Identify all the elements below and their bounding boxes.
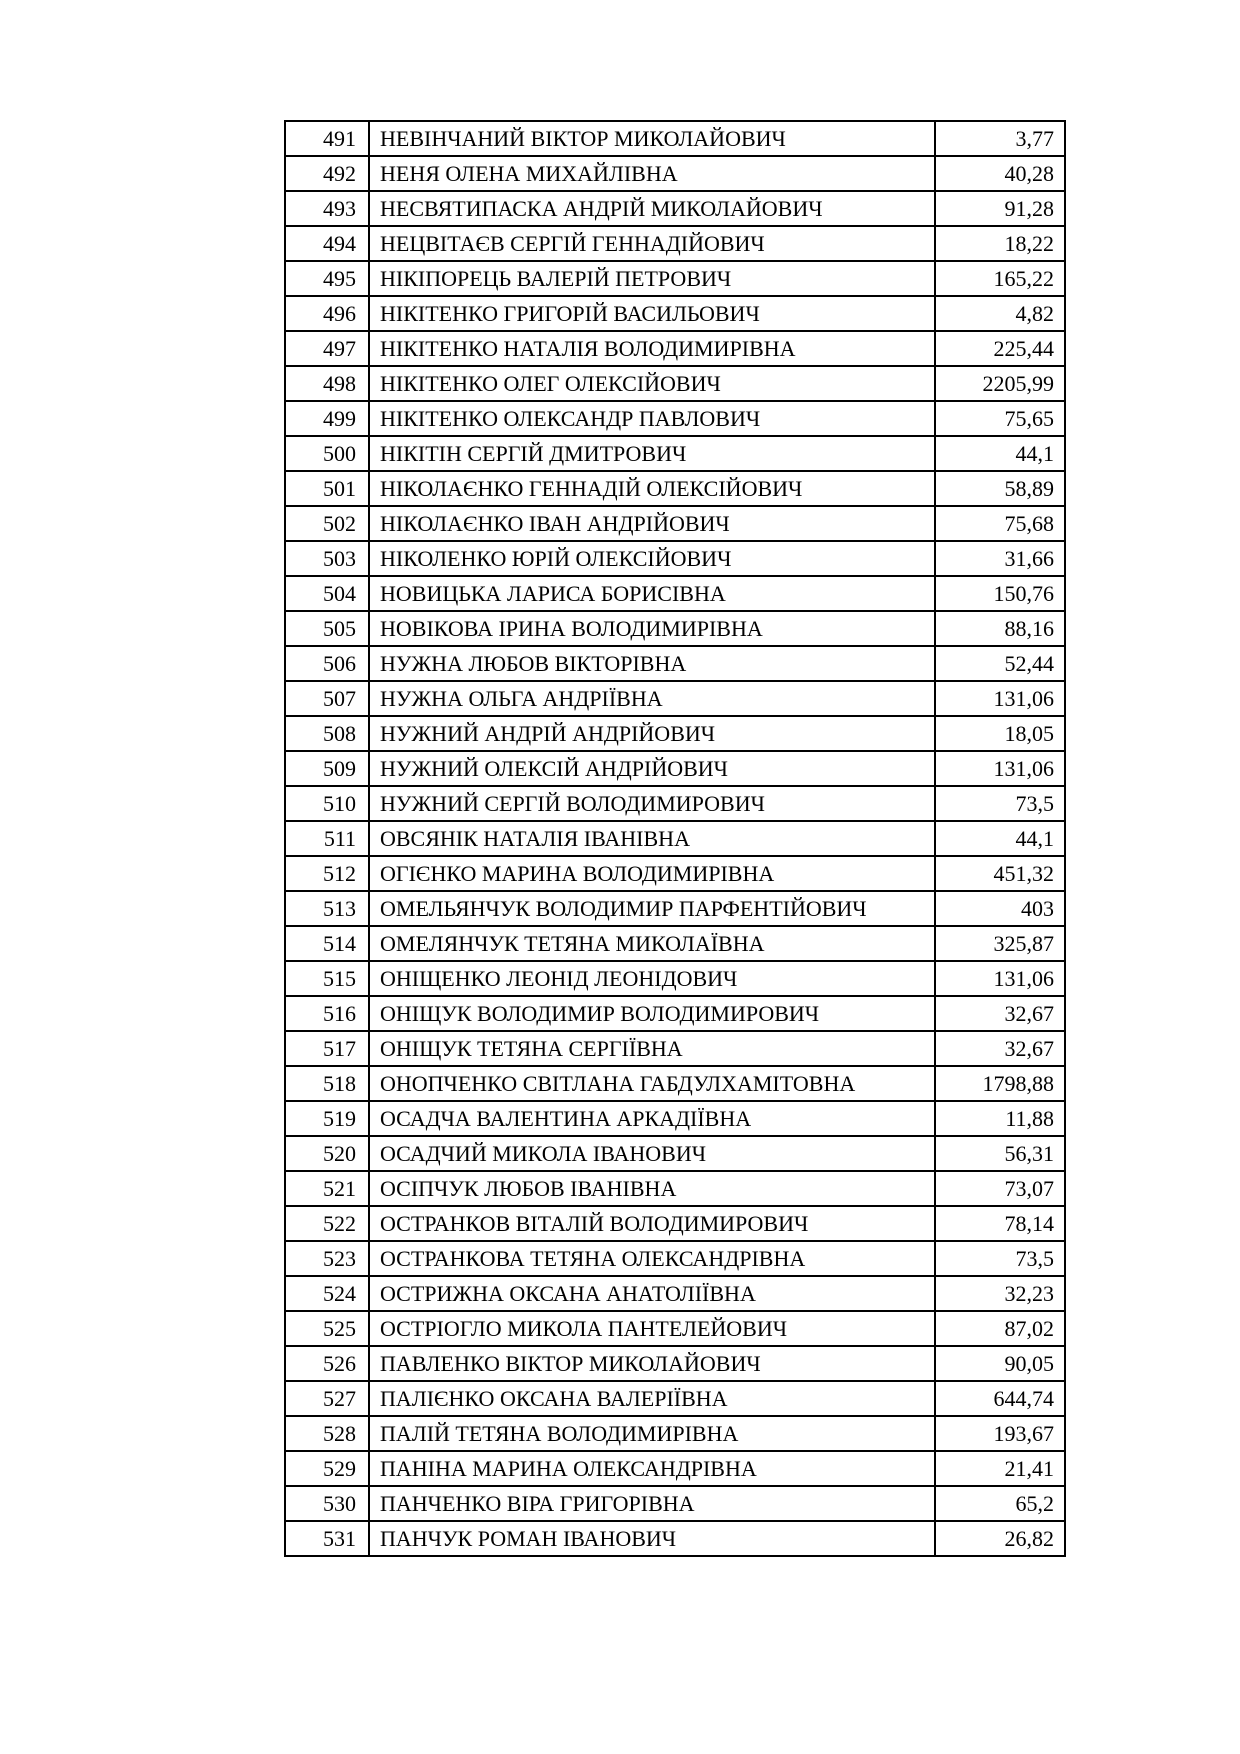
table-row	[285, 821, 1065, 856]
full-name-cell: ОСАДЧА ВАЛЕНТИНА АРКАДІЇВНА	[369, 1101, 935, 1136]
amount-cell: 73,07	[935, 1171, 1065, 1206]
table-row	[285, 226, 1065, 261]
row-number-cell: 528	[285, 1416, 369, 1451]
row-number-cell: 520	[285, 1136, 369, 1171]
table-row	[285, 121, 1065, 156]
full-name-cell: НІКОЛЕНКО ЮРІЙ ОЛЕКСІЙОВИЧ	[369, 541, 935, 576]
row-number-cell: 500	[285, 436, 369, 471]
full-name-cell: ПАНЧЕНКО ВІРА ГРИГОРІВНА	[369, 1486, 935, 1521]
row-number-cell: 504	[285, 576, 369, 611]
full-name-cell: ОМЕЛЯНЧУК ТЕТЯНА МИКОЛАЇВНА	[369, 926, 935, 961]
amount-cell: 78,14	[935, 1206, 1065, 1241]
row-number-cell: 503	[285, 541, 369, 576]
full-name-cell: ПАНЧУК РОМАН ІВАНОВИЧ	[369, 1521, 935, 1556]
table-row	[285, 331, 1065, 366]
table-row	[285, 996, 1065, 1031]
amount-cell: 32,23	[935, 1276, 1065, 1311]
table-row	[285, 506, 1065, 541]
table-row	[285, 926, 1065, 961]
amount-cell: 4,82	[935, 296, 1065, 331]
amount-cell: 65,2	[935, 1486, 1065, 1521]
table-row	[285, 681, 1065, 716]
row-number-cell: 493	[285, 191, 369, 226]
table-row	[285, 611, 1065, 646]
row-number-cell: 521	[285, 1171, 369, 1206]
amount-cell: 193,67	[935, 1416, 1065, 1451]
table-row	[285, 646, 1065, 681]
amount-cell: 165,22	[935, 261, 1065, 296]
full-name-cell: НЕСВЯТИПАСКА АНДРІЙ МИКОЛАЙОВИЧ	[369, 191, 935, 226]
full-name-cell: ОСТРИЖНА ОКСАНА АНАТОЛІЇВНА	[369, 1276, 935, 1311]
full-name-cell: ПАНІНА МАРИНА ОЛЕКСАНДРІВНА	[369, 1451, 935, 1486]
table-row	[285, 786, 1065, 821]
full-name-cell: ОНІЩУК ВОЛОДИМИР ВОЛОДИМИРОВИЧ	[369, 996, 935, 1031]
full-name-cell: НУЖНИЙ АНДРІЙ АНДРІЙОВИЧ	[369, 716, 935, 751]
table-row	[285, 891, 1065, 926]
amount-cell: 73,5	[935, 786, 1065, 821]
row-number-cell: 529	[285, 1451, 369, 1486]
full-name-cell: НІКІТЕНКО ГРИГОРІЙ ВАСИЛЬОВИЧ	[369, 296, 935, 331]
amount-cell: 451,32	[935, 856, 1065, 891]
row-number-cell: 526	[285, 1346, 369, 1381]
table-row	[285, 1486, 1065, 1521]
amount-cell: 75,65	[935, 401, 1065, 436]
amount-cell: 32,67	[935, 996, 1065, 1031]
amount-cell: 225,44	[935, 331, 1065, 366]
amount-cell: 21,41	[935, 1451, 1065, 1486]
row-number-cell: 524	[285, 1276, 369, 1311]
full-name-cell: ОМЕЛЬЯНЧУК ВОЛОДИМИР ПАРФЕНТІЙОВИЧ	[369, 891, 935, 926]
amount-cell: 44,1	[935, 436, 1065, 471]
amount-cell: 87,02	[935, 1311, 1065, 1346]
table-row	[285, 1311, 1065, 1346]
row-number-cell: 508	[285, 716, 369, 751]
full-name-cell: ПАЛІЄНКО ОКСАНА ВАЛЕРІЇВНА	[369, 1381, 935, 1416]
full-name-cell: НОВІКОВА ІРИНА ВОЛОДИМИРІВНА	[369, 611, 935, 646]
table-row	[285, 1136, 1065, 1171]
full-name-cell: НУЖНИЙ СЕРГІЙ ВОЛОДИМИРОВИЧ	[369, 786, 935, 821]
amount-cell: 131,06	[935, 751, 1065, 786]
full-name-cell: ОСАДЧИЙ МИКОЛА ІВАНОВИЧ	[369, 1136, 935, 1171]
full-name-cell: НЕЦВІТАЄВ СЕРГІЙ ГЕННАДІЙОВИЧ	[369, 226, 935, 261]
full-name-cell: ОСІПЧУК ЛЮБОВ ІВАНІВНА	[369, 1171, 935, 1206]
amount-cell: 58,89	[935, 471, 1065, 506]
table-row	[285, 156, 1065, 191]
full-name-cell: НІКОЛАЄНКО ГЕННАДІЙ ОЛЕКСІЙОВИЧ	[369, 471, 935, 506]
full-name-cell: ПАЛІЙ ТЕТЯНА ВОЛОДИМИРІВНА	[369, 1416, 935, 1451]
full-name-cell: НІКІТІН СЕРГІЙ ДМИТРОВИЧ	[369, 436, 935, 471]
table-row	[285, 576, 1065, 611]
row-number-cell: 498	[285, 366, 369, 401]
amount-cell: 18,05	[935, 716, 1065, 751]
register-table	[284, 120, 1066, 1557]
table-row	[285, 261, 1065, 296]
table-row	[285, 716, 1065, 751]
table-row	[285, 471, 1065, 506]
table-row	[285, 1066, 1065, 1101]
row-number-cell: 501	[285, 471, 369, 506]
table-row	[285, 1451, 1065, 1486]
full-name-cell: ОГІЄНКО МАРИНА ВОЛОДИМИРІВНА	[369, 856, 935, 891]
register-table-body	[285, 121, 1065, 1556]
row-number-cell: 523	[285, 1241, 369, 1276]
amount-cell: 131,06	[935, 961, 1065, 996]
row-number-cell: 513	[285, 891, 369, 926]
table-row	[285, 541, 1065, 576]
amount-cell: 56,31	[935, 1136, 1065, 1171]
amount-cell: 403	[935, 891, 1065, 926]
table-row	[285, 1101, 1065, 1136]
table-row	[285, 1031, 1065, 1066]
row-number-cell: 531	[285, 1521, 369, 1556]
full-name-cell: НІКІПОРЕЦЬ ВАЛЕРІЙ ПЕТРОВИЧ	[369, 261, 935, 296]
amount-cell: 75,68	[935, 506, 1065, 541]
full-name-cell: НУЖНИЙ ОЛЕКСІЙ АНДРІЙОВИЧ	[369, 751, 935, 786]
amount-cell: 91,28	[935, 191, 1065, 226]
full-name-cell: ОСТРАНКОВ ВІТАЛІЙ ВОЛОДИМИРОВИЧ	[369, 1206, 935, 1241]
full-name-cell: ОНІЩУК ТЕТЯНА СЕРГІЇВНА	[369, 1031, 935, 1066]
full-name-cell: НЕНЯ ОЛЕНА МИХАЙЛІВНА	[369, 156, 935, 191]
full-name-cell: ОНІЩЕНКО ЛЕОНІД ЛЕОНІДОВИЧ	[369, 961, 935, 996]
row-number-cell: 518	[285, 1066, 369, 1101]
table-row	[285, 1241, 1065, 1276]
amount-cell: 32,67	[935, 1031, 1065, 1066]
row-number-cell: 510	[285, 786, 369, 821]
full-name-cell: НІКІТЕНКО ОЛЕКСАНДР ПАВЛОВИЧ	[369, 401, 935, 436]
amount-cell: 2205,99	[935, 366, 1065, 401]
amount-cell: 73,5	[935, 1241, 1065, 1276]
amount-cell: 131,06	[935, 681, 1065, 716]
row-number-cell: 514	[285, 926, 369, 961]
full-name-cell: ОСТРІОГЛО МИКОЛА ПАНТЕЛЕЙОВИЧ	[369, 1311, 935, 1346]
row-number-cell: 502	[285, 506, 369, 541]
amount-cell: 90,05	[935, 1346, 1065, 1381]
row-number-cell: 507	[285, 681, 369, 716]
row-number-cell: 527	[285, 1381, 369, 1416]
amount-cell: 26,82	[935, 1521, 1065, 1556]
table-row	[285, 366, 1065, 401]
amount-cell: 31,66	[935, 541, 1065, 576]
row-number-cell: 505	[285, 611, 369, 646]
row-number-cell: 495	[285, 261, 369, 296]
row-number-cell: 509	[285, 751, 369, 786]
amount-cell: 150,76	[935, 576, 1065, 611]
full-name-cell: НІКІТЕНКО НАТАЛІЯ ВОЛОДИМИРІВНА	[369, 331, 935, 366]
full-name-cell: ПАВЛЕНКО ВІКТОР МИКОЛАЙОВИЧ	[369, 1346, 935, 1381]
amount-cell: 644,74	[935, 1381, 1065, 1416]
table-row	[285, 1381, 1065, 1416]
amount-cell: 88,16	[935, 611, 1065, 646]
row-number-cell: 519	[285, 1101, 369, 1136]
amount-cell: 11,88	[935, 1101, 1065, 1136]
row-number-cell: 516	[285, 996, 369, 1031]
full-name-cell: НЕВІНЧАНИЙ ВІКТОР МИКОЛАЙОВИЧ	[369, 121, 935, 156]
table-row	[285, 1521, 1065, 1556]
row-number-cell: 497	[285, 331, 369, 366]
row-number-cell: 496	[285, 296, 369, 331]
table-row	[285, 1206, 1065, 1241]
full-name-cell: ОСТРАНКОВА ТЕТЯНА ОЛЕКСАНДРІВНА	[369, 1241, 935, 1276]
full-name-cell: НОВИЦЬКА ЛАРИСА БОРИСІВНА	[369, 576, 935, 611]
table-row	[285, 1416, 1065, 1451]
full-name-cell: НУЖНА ОЛЬГА АНДРІЇВНА	[369, 681, 935, 716]
table-row	[285, 856, 1065, 891]
row-number-cell: 494	[285, 226, 369, 261]
row-number-cell: 525	[285, 1311, 369, 1346]
row-number-cell: 492	[285, 156, 369, 191]
amount-cell: 44,1	[935, 821, 1065, 856]
amount-cell: 18,22	[935, 226, 1065, 261]
table-row	[285, 1346, 1065, 1381]
table-row	[285, 961, 1065, 996]
row-number-cell: 506	[285, 646, 369, 681]
table-row	[285, 751, 1065, 786]
full-name-cell: НУЖНА ЛЮБОВ ВІКТОРІВНА	[369, 646, 935, 681]
row-number-cell: 512	[285, 856, 369, 891]
row-number-cell: 499	[285, 401, 369, 436]
row-number-cell: 517	[285, 1031, 369, 1066]
table-row	[285, 1171, 1065, 1206]
table-row	[285, 296, 1065, 331]
table-row	[285, 191, 1065, 226]
amount-cell: 3,77	[935, 121, 1065, 156]
row-number-cell: 522	[285, 1206, 369, 1241]
table-row	[285, 401, 1065, 436]
row-number-cell: 491	[285, 121, 369, 156]
table-row	[285, 1276, 1065, 1311]
amount-cell: 52,44	[935, 646, 1065, 681]
full-name-cell: ОВСЯНІК НАТАЛІЯ ІВАНІВНА	[369, 821, 935, 856]
row-number-cell: 530	[285, 1486, 369, 1521]
row-number-cell: 515	[285, 961, 369, 996]
full-name-cell: НІКІТЕНКО ОЛЕГ ОЛЕКСІЙОВИЧ	[369, 366, 935, 401]
table-row	[285, 436, 1065, 471]
amount-cell: 325,87	[935, 926, 1065, 961]
amount-cell: 1798,88	[935, 1066, 1065, 1101]
full-name-cell: ОНОПЧЕНКО СВІТЛАНА ГАБДУЛХАМІТОВНА	[369, 1066, 935, 1101]
full-name-cell: НІКОЛАЄНКО ІВАН АНДРІЙОВИЧ	[369, 506, 935, 541]
amount-cell: 40,28	[935, 156, 1065, 191]
row-number-cell: 511	[285, 821, 369, 856]
